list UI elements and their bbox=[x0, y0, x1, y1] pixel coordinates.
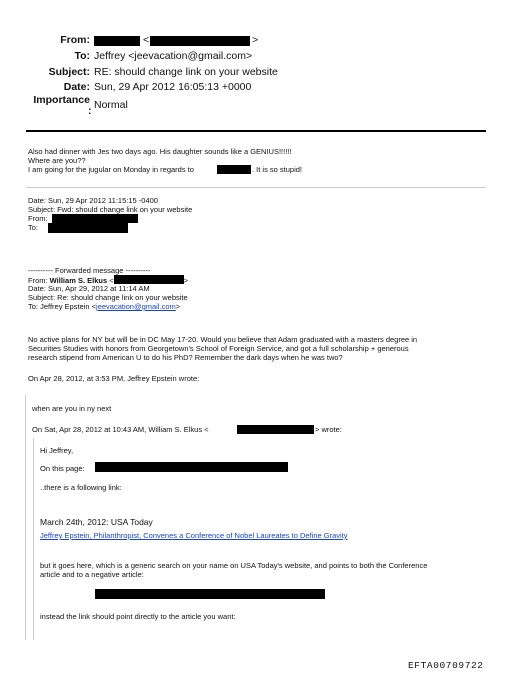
forwarded-to-close: > bbox=[175, 302, 181, 311]
document-id: EFTA00709722 bbox=[408, 660, 484, 671]
redaction-bar bbox=[150, 36, 250, 46]
redaction-bar bbox=[95, 462, 288, 472]
inner-article-date: March 24th, 2012: USA Today bbox=[40, 517, 153, 527]
redaction-bar bbox=[52, 214, 138, 223]
forwarded-to-email-link[interactable]: jeevacation@gmail.com bbox=[96, 302, 176, 311]
forwarded-subject: Subject: Re: should change link on your website bbox=[28, 293, 188, 302]
quoted-subject: Subject: Fwd: should change link on your website bbox=[28, 205, 193, 214]
para-line-3: research stipend from American U to do his PhD? Remember the dark days when he was two? bbox=[28, 353, 343, 362]
wrote-line-1: On Apr 28, 2012, at 3:53 PM, Jeffrey Epstein wrote: bbox=[28, 374, 200, 383]
forwarded-from-label: From: bbox=[28, 276, 50, 285]
redaction-bar bbox=[94, 36, 140, 46]
forwarded-marker: ---------- Forwarded message ---------- bbox=[28, 266, 151, 275]
to-value: Jeffrey <jeevacation@gmail.com> bbox=[94, 50, 253, 62]
body-line-3b: . It is so stupid! bbox=[252, 165, 303, 174]
inner-greeting: Hi Jeffrey, bbox=[40, 446, 74, 455]
redaction-bar bbox=[237, 425, 314, 434]
inner-following: ..there is a following link: bbox=[40, 483, 122, 492]
quote-bar bbox=[25, 395, 26, 640]
forwarded-to-label: To: Jeffrey Epstein < bbox=[28, 302, 97, 311]
para-line-1: No active plans for NY but will be in DC May 17-20. Would you believe that Adam graduated with a masters degree in bbox=[28, 335, 418, 344]
para-line-2: Securities Studies with honors from Georgetown's School of Foreign Service, and got a full scholarship + generous bbox=[28, 344, 409, 353]
when-line: when are you in ny next bbox=[32, 404, 112, 413]
quote-bar-inner bbox=[33, 438, 34, 640]
header-divider bbox=[26, 130, 486, 132]
date-label: Date: bbox=[63, 81, 90, 93]
redaction-bar bbox=[95, 589, 325, 599]
quoted-date: Date: Sun, 29 Apr 2012 11:15:15 -0400 bbox=[28, 196, 158, 205]
from-label: From: bbox=[60, 34, 90, 46]
importance-value: Normal bbox=[94, 99, 128, 111]
body-line-3a: I am going for the jugular on Monday in regards to bbox=[28, 165, 194, 174]
redaction-bar bbox=[114, 275, 184, 284]
inner-goes-line-1: but it goes here, which is a generic search on your name on USA Today's website, and points to both the Conference bbox=[40, 561, 428, 570]
forwarded-from-name: William S. Elkus bbox=[49, 276, 108, 285]
from-bracket-close: > bbox=[252, 34, 259, 46]
forwarded-from-close: > bbox=[183, 276, 188, 285]
forwarded-from-open: < bbox=[107, 276, 114, 285]
inner-on-page: On this page: bbox=[40, 464, 85, 473]
redaction-bar bbox=[217, 165, 251, 174]
body-line-1: Also had dinner with Jes two days ago. His daughter sounds like a GENIUS!!!!!! bbox=[28, 147, 292, 156]
quoted-from: From: bbox=[28, 214, 48, 223]
forwarded-to bbox=[28, 302, 180, 311]
inner-instead: instead the link should point directly to the article you want: bbox=[40, 612, 236, 621]
quote-divider bbox=[26, 187, 486, 188]
forwarded-date: Date: Sun, Apr 29, 2012 at 11:14 AM bbox=[28, 284, 150, 293]
inner-article-link[interactable]: Jeffrey Epstein, Philanthropist, Convenes a Conference of Nobel Laureates to Define Gravity bbox=[40, 531, 348, 540]
quoted-to: To: bbox=[28, 223, 39, 232]
from-bracket-open: < bbox=[143, 34, 150, 46]
subject-label: Subject: bbox=[48, 66, 90, 78]
body-line-2: Where are you?? bbox=[28, 156, 86, 165]
subject-value: RE: should change link on your website bbox=[94, 66, 278, 78]
redaction-bar bbox=[48, 223, 128, 233]
importance-label: Importance bbox=[33, 94, 90, 106]
to-label: To: bbox=[74, 50, 90, 62]
importance-colon: : bbox=[88, 105, 92, 117]
inner-goes-line-2: article and to a negative article: bbox=[40, 570, 144, 579]
wrote-line-2a: On Sat, Apr 28, 2012 at 10:43 AM, William S. Elkus < bbox=[32, 425, 209, 434]
wrote-line-2b: > wrote: bbox=[315, 425, 342, 434]
date-value: Sun, 29 Apr 2012 16:05:13 +0000 bbox=[94, 81, 252, 93]
